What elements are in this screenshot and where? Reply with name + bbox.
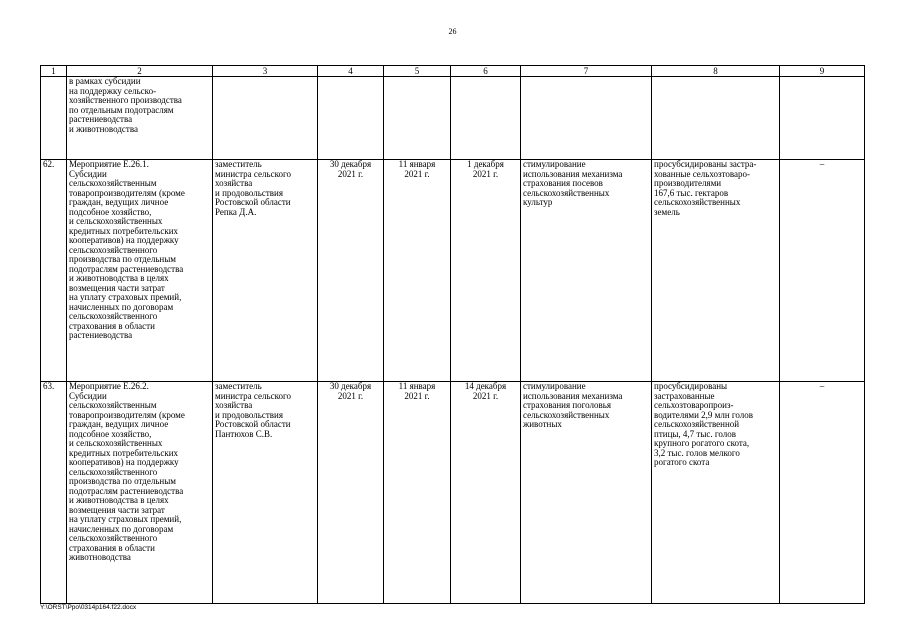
header-cell: 1 bbox=[41, 66, 67, 77]
measure-text: Мероприятие Е.26.1. Субсидии сельскохозяйственным товаропроизводителям (кроме граждан, ведущих личное подсобное хозяйство, и сельскохозяйственных кредитных потребительских кооперативов) на поддержку сельскохозяйственного производства по отдельным подотраслям растениеводства и животноводства в целях возмещения части затрат на уплату страховых премий, начисленных по договорам сельскохозяйственного страхования в области растениеводства bbox=[69, 159, 185, 340]
table-row bbox=[41, 160, 865, 382]
end-date: 11 января 2021 г. bbox=[398, 159, 436, 179]
control-date: 1 декабря 2021 г. bbox=[467, 159, 504, 179]
expected-result: стимулирование использования механизма страхования поголовья сельскохозяйственных животных bbox=[523, 381, 623, 429]
measure-text: Мероприятие Е.26.2. Субсидии сельскохозяйственным товаропроизводителям (кроме граждан, ведущих личное подсобное хозяйство, и сельскохозяйственных кредитных потребительских кооперативов) на поддержку сельскохозяйственного производства по отдельным подотраслям растениеводства и животноводства в целях возмещения части затрат на уплату страховых премий, начисленных по договорам сельскохозяйственного страхования в области животноводства bbox=[69, 381, 185, 562]
header-cell: 3 bbox=[213, 66, 318, 77]
achieved-result: просубсидированы застрахованные сельхозтоваропроиз- водителями 2,9 млн голов сельскохозяйственной птицы, 4,7 тыс. голов крупного рогатого скота, 3,2 тыс. голов мелкого рогатого скота bbox=[654, 381, 753, 467]
deviation-value: – bbox=[819, 159, 825, 169]
file-path-footer: Y:\ORST\Ppo\0314p164.f22.docx bbox=[40, 604, 137, 611]
continuation-row bbox=[41, 77, 865, 160]
end-date: 11 января 2021 г. bbox=[398, 381, 436, 401]
responsible-text: заместитель министра сельского хозяйства и продовольствия Ростовской области Пантюхов С.В. bbox=[215, 381, 291, 439]
header-cell: 2 bbox=[67, 66, 213, 77]
plan-table bbox=[40, 65, 865, 604]
expected-result: стимулирование использования механизма страхования посевов сельскохозяйственных культур bbox=[523, 159, 623, 207]
header-cell: 4 bbox=[318, 66, 384, 77]
header-cell: 7 bbox=[521, 66, 652, 77]
header-row bbox=[41, 66, 865, 77]
row-number: 62. bbox=[43, 159, 55, 169]
header-cell: 5 bbox=[384, 66, 451, 77]
deviation-value: – bbox=[819, 381, 825, 391]
page-number: 26 bbox=[448, 27, 457, 36]
achieved-result: просубсидированы застра- хованные сельхозтоваро- производителями 167,6 тыс. гектаров сельскохозяйственных земель bbox=[654, 159, 757, 217]
start-date: 30 декабря 2021 г. bbox=[329, 159, 372, 179]
header-cell: 9 bbox=[780, 66, 865, 77]
control-date: 14 декабря 2021 г. bbox=[464, 381, 507, 401]
header-cell: 8 bbox=[652, 66, 780, 77]
header-cell: 6 bbox=[451, 66, 521, 77]
table-row bbox=[41, 382, 865, 604]
start-date: 30 декабря 2021 г. bbox=[329, 381, 372, 401]
responsible-text: заместитель министра сельского хозяйства и продовольствия Ростовской области Репка Д.А. bbox=[215, 159, 291, 217]
row-number: 63. bbox=[43, 381, 55, 391]
continuation-text: в рамках субсидии на поддержку сельско- хозяйственного производства по отдельным подотраслям растениеводства и животноводства bbox=[69, 76, 182, 134]
